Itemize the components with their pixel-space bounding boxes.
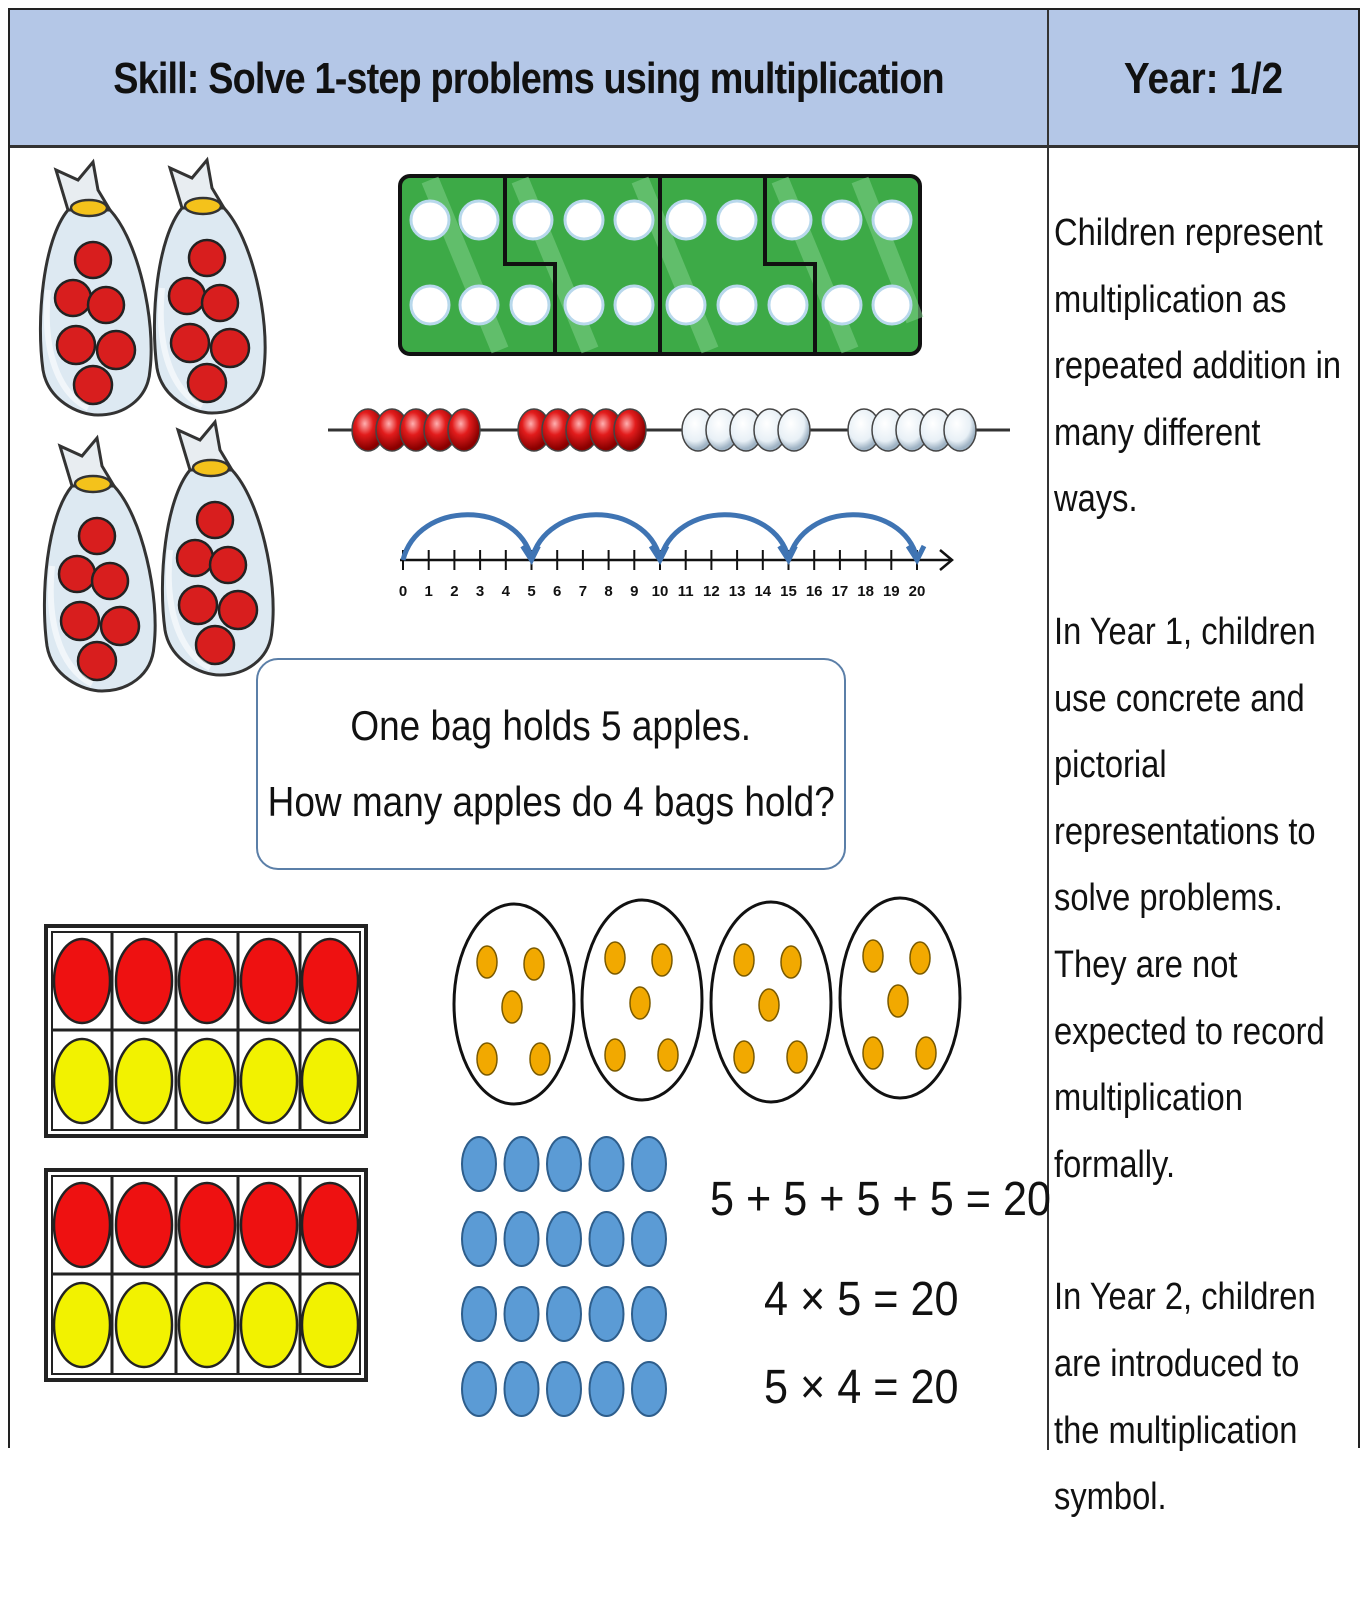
skill-title: Skill: Solve 1-step problems using multiplication [113,54,944,103]
number-line-label: 2 [450,583,459,600]
explanation-paragraph-3: In Year 2, children are introduced to the multiplication symbol. [1054,1276,1316,1519]
number-line-label: 20 [908,583,926,600]
domino-fives [400,176,920,354]
blue-counter [547,1287,581,1341]
year-title: Year: 1/2 [1123,54,1284,103]
number-line-label: 17 [831,583,849,600]
number-line-label: 18 [857,583,874,600]
ten-frame [46,1170,366,1380]
blue-counter [632,1137,666,1191]
problem-box [256,658,846,870]
blue-counter [505,1212,539,1266]
group-circle [711,902,831,1102]
number-line-jump [403,515,532,560]
number-line-label: 0 [398,583,408,600]
number-line-label: 11 [677,583,694,600]
blue-counter [590,1287,624,1341]
explanation-paragraph-1: Children represent multiplication as repeated addition in many different ways. [1054,212,1342,521]
problem-line-1: One bag holds 5 apples. [350,702,752,749]
blue-counter [462,1212,496,1266]
blue-counter [632,1212,666,1266]
number-line-label: 12 [703,583,720,600]
blue-counter [547,1212,581,1266]
number-line-label: 16 [805,583,823,600]
blue-counter [547,1362,581,1416]
number-line-jump [789,515,918,560]
blue-counter [547,1137,581,1191]
blue-counter [505,1287,539,1341]
number-line-jump [660,515,789,560]
number-line-label: 19 [882,583,900,600]
blue-counter [462,1137,496,1191]
number-line-jump [532,515,661,560]
blue-counter [590,1212,624,1266]
number-line-label: 6 [553,583,562,600]
multiplication-equation-1: 4 × 5 = 20 [764,1273,959,1326]
apple-bag [162,422,273,675]
number-line-label: 14 [754,583,772,600]
blue-counter [590,1137,624,1191]
number-line [399,515,952,600]
group-circle [582,900,702,1100]
number-line-label: 8 [604,583,613,600]
blue-counter [462,1287,496,1341]
problem-line-2: How many apples do 4 bags hold? [267,778,835,825]
repeated-addition-equation: 5 + 5 + 5 + 5 = 20 [710,1173,1052,1226]
blue-counter [632,1287,666,1341]
number-line-label: 4 [501,583,510,600]
multiplication-equation-2: 5 × 4 = 20 [764,1361,959,1414]
number-line-label: 15 [780,583,797,600]
number-line-label: 3 [475,583,485,600]
number-line-label: 1 [424,583,433,600]
explanation-paragraph-2: In Year 1, children use concrete and pictorial representations to solve problems. They are not expected to record multiplication formally. [1054,610,1325,1186]
blue-counter [632,1362,666,1416]
blue-counter [505,1137,539,1191]
blue-counter [590,1362,624,1416]
ten-frame [46,926,366,1136]
counter-array [462,1137,666,1416]
bead-string [328,409,1010,451]
number-line-label: 5 [527,583,536,600]
group-circle [840,898,960,1098]
explanation-text [1054,200,1350,1597]
apple-bag [40,162,151,415]
blue-counter [505,1362,539,1416]
number-line-label: 10 [651,583,669,600]
number-line-label: 9 [630,583,639,600]
number-line-label: 7 [578,583,588,600]
number-line-label: 13 [728,583,746,600]
group-circle [454,904,574,1104]
blue-counter [462,1362,496,1416]
apple-bag [44,438,155,691]
apple-bag [154,160,265,413]
